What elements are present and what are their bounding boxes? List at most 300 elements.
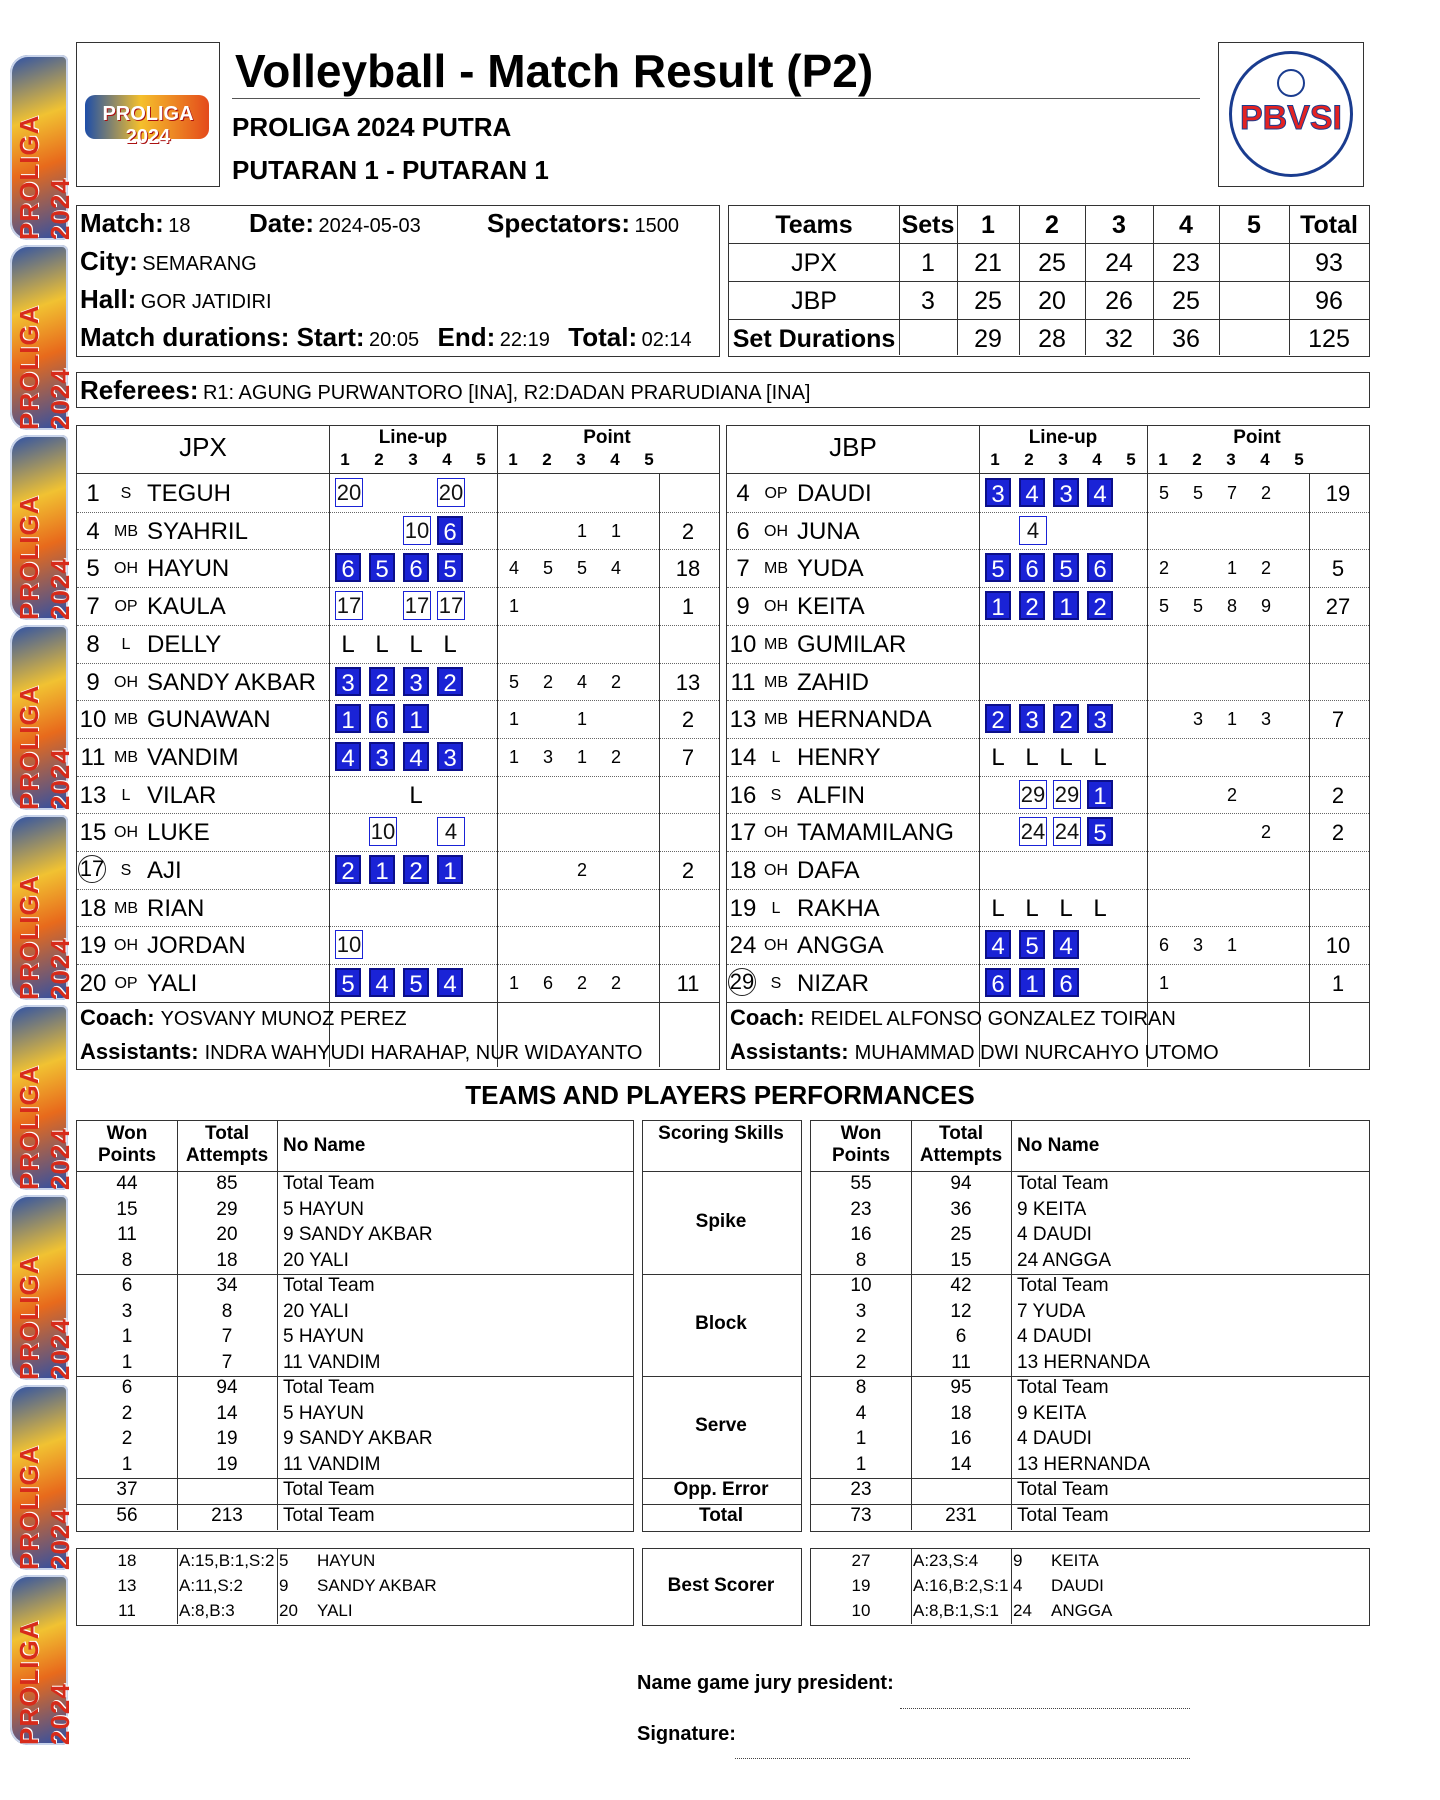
lineup-substitute: 17 — [336, 593, 362, 619]
total-label: Total: — [568, 322, 638, 352]
score-header: 5 — [1247, 211, 1261, 239]
row-divider — [727, 926, 1369, 927]
score-cell: 24 — [1105, 249, 1133, 277]
player-number: 9 — [86, 668, 100, 696]
lineup-libero: L — [991, 743, 1005, 771]
score-row-divider — [729, 319, 1369, 320]
player-position: MB — [114, 711, 138, 729]
player-or-team: Total Team — [283, 1377, 375, 1398]
row-divider — [727, 625, 1369, 626]
row-divider — [727, 851, 1369, 852]
no-name-header: No Name — [1017, 1135, 1100, 1156]
player-number: 11 — [80, 743, 106, 771]
perf-left-table — [76, 1120, 634, 1532]
best-breakdown: A:8,B:3 — [179, 1601, 235, 1620]
point-set-number: 2 — [542, 450, 552, 469]
player-name: SYAHRIL — [147, 517, 248, 545]
col-divider — [1147, 426, 1148, 1067]
assistants-row — [730, 1039, 1219, 1065]
player-number: 4 — [736, 480, 750, 507]
coach-name: YOSVANY MUNOZ PEREZ — [160, 1007, 407, 1030]
score-cell: 25 — [1038, 249, 1066, 277]
point-set-number: 1 — [1158, 450, 1168, 469]
won-points: 2 — [121, 1402, 133, 1424]
pbvsi-logo-text: PBVSI — [1239, 99, 1343, 137]
proliga-watermark: PROLIGA 2024 — [10, 1005, 68, 1190]
set-points: 2 — [610, 973, 621, 994]
won-points: 2 — [855, 1326, 867, 1347]
lineup-starter: 2 — [369, 667, 395, 696]
player-or-team: 9 SANDY AKBAR — [283, 1428, 433, 1449]
player-total-points: 1 — [681, 594, 695, 620]
player-number: 20 — [79, 970, 107, 998]
player-or-team: 5 HAYUN — [283, 1198, 364, 1220]
point-header: Point — [583, 427, 631, 448]
referees-label: Referees: — [80, 375, 199, 405]
lineup-substitute: 24 — [1054, 819, 1080, 845]
set-points: 3 — [1192, 935, 1203, 956]
point-set-number: 3 — [576, 450, 586, 469]
set-points: 5 — [508, 671, 519, 692]
total-attempts: 14 — [216, 1402, 238, 1424]
lineup-starter: 2 — [437, 667, 463, 696]
total-attempts-header: Total Attempts — [185, 1123, 269, 1166]
lineup-substitute: 29 — [1054, 781, 1080, 807]
player-total-points: 2 — [681, 707, 695, 733]
match-date: 2024-05-03 — [318, 215, 421, 237]
group-divider — [643, 1274, 801, 1275]
set-points: 5 — [576, 558, 587, 579]
player-name: RAKHA — [797, 894, 880, 922]
won-points: 3 — [121, 1300, 133, 1322]
col-divider — [177, 1549, 178, 1624]
player-or-team: Total Team — [283, 1173, 375, 1194]
player-name: RIAN — [147, 894, 205, 922]
score-header: Teams — [775, 211, 853, 239]
score-cell: 1 — [921, 249, 935, 277]
point-set-number: 4 — [1260, 450, 1270, 469]
row-divider — [77, 738, 719, 739]
player-name: YUDA — [797, 555, 864, 583]
row-divider — [727, 549, 1369, 550]
player-position: S — [120, 862, 132, 879]
won-points: 1 — [855, 1453, 867, 1475]
row-divider — [727, 587, 1369, 588]
total-attempts: 14 — [950, 1453, 972, 1475]
lineup-substitute: 10 — [336, 932, 362, 958]
won-points: 2 — [855, 1351, 867, 1373]
col-divider — [1011, 1121, 1012, 1530]
player-name: DAUDI — [797, 480, 872, 507]
total-attempts: 7 — [221, 1326, 233, 1347]
lineup-starter: 4 — [1053, 930, 1079, 959]
total-duration: 02:14 — [641, 329, 692, 351]
lineup-set-number: 3 — [1058, 450, 1068, 469]
lineup-substitute: 17 — [404, 593, 430, 619]
total-attempts: 231 — [945, 1504, 977, 1526]
score-cell: 125 — [1308, 325, 1350, 353]
score-header: 2 — [1045, 211, 1059, 239]
player-position: L — [771, 748, 781, 766]
jury-president-label: Name game jury president: — [637, 1672, 894, 1694]
player-name: LUKE — [147, 819, 210, 847]
scoring-skills-header: Scoring Skills — [658, 1123, 784, 1144]
score-header: 3 — [1112, 211, 1126, 239]
total-attempts: 18 — [216, 1249, 238, 1271]
score-table — [728, 205, 1370, 357]
total-attempts: 94 — [950, 1173, 972, 1194]
player-position: OP — [764, 485, 788, 502]
coach-divider — [727, 1002, 1369, 1003]
start-time: 20:05 — [369, 329, 420, 351]
won-points: 55 — [850, 1173, 872, 1194]
lineup-libero: L — [409, 630, 423, 658]
score-cell: Set Durations — [732, 325, 896, 353]
set-points: 1 — [508, 973, 519, 994]
player-number: 1 — [86, 480, 100, 507]
score-header: 4 — [1179, 211, 1193, 239]
lineup-libero: L — [1025, 894, 1039, 922]
lineup-libero: L — [1059, 894, 1073, 922]
referees-bar — [76, 372, 1370, 408]
best-breakdown: A:23,S:4 — [913, 1551, 979, 1570]
set-points: 1 — [508, 709, 519, 730]
total-attempts: 8 — [221, 1300, 233, 1322]
best-points: 27 — [851, 1551, 871, 1570]
row-divider — [727, 776, 1369, 777]
row-divider — [77, 851, 719, 852]
won-points: 16 — [850, 1224, 872, 1245]
coach-label: Coach: — [730, 1004, 805, 1030]
set-points: 4 — [508, 558, 519, 579]
header-divider — [643, 1171, 801, 1172]
assistants-names: INDRA WAHYUDI HARAHAP, NUR WIDAYANTO — [204, 1041, 643, 1064]
player-number: 11 — [730, 668, 756, 696]
set-points: 7 — [1226, 483, 1237, 503]
set-points: 2 — [1226, 784, 1237, 805]
row-divider — [77, 889, 719, 890]
col-divider — [1309, 474, 1310, 1067]
player-total-points: 1 — [1331, 971, 1345, 997]
total-points: 56 — [116, 1504, 138, 1526]
city-value: SEMARANG — [142, 253, 257, 275]
player-total-points: 2 — [1331, 820, 1345, 846]
set-points: 3 — [1192, 709, 1203, 730]
score-cell: 20 — [1038, 287, 1066, 315]
player-position: OH — [764, 598, 788, 616]
lineup-substitute: 29 — [1020, 781, 1046, 807]
proliga-watermark: PROLIGA 2024 — [10, 815, 68, 1000]
total-attempts: 18 — [950, 1402, 972, 1424]
captain-number: 17 — [79, 856, 105, 881]
best-number: 20 — [279, 1601, 298, 1620]
perf-right-table — [810, 1120, 1370, 1532]
opp-error-team: Total Team — [1017, 1479, 1109, 1500]
player-position: MB — [764, 560, 788, 578]
row-divider — [727, 738, 1369, 739]
pbvsi-logo — [1218, 42, 1364, 187]
team-a-lineup — [76, 425, 720, 1070]
lineup-substitute: 4 — [437, 817, 465, 846]
set-points: 4 — [610, 558, 621, 579]
lineup-starter: 3 — [335, 667, 361, 696]
header-divider — [811, 1171, 1369, 1172]
total-attempts: 11 — [951, 1351, 971, 1373]
lineup-starter: 5 — [369, 553, 395, 582]
player-number: 13 — [729, 706, 757, 734]
lineup-set-number: 5 — [476, 450, 486, 469]
best-name: YALI — [317, 1601, 353, 1620]
point-header: Point — [1233, 427, 1281, 448]
round-name: PUTARAN 1 - PUTARAN 1 — [232, 155, 549, 185]
score-cell: 23 — [1172, 249, 1200, 277]
player-total-points: 2 — [681, 518, 695, 544]
won-points: 6 — [121, 1377, 133, 1398]
player-total-points: 11 — [676, 971, 700, 997]
set-points: 8 — [1226, 596, 1237, 617]
player-name: HERNANDA — [797, 706, 932, 734]
player-number: 14 — [729, 743, 757, 771]
row-divider — [727, 889, 1369, 890]
total-attempts: 25 — [950, 1224, 972, 1245]
won-points: 8 — [855, 1249, 867, 1271]
best-scorer-left — [76, 1548, 634, 1626]
player-position: OH — [114, 673, 138, 691]
player-or-team: 11 VANDIM — [283, 1351, 381, 1373]
row-divider — [77, 700, 719, 701]
lineup-set-number: 3 — [408, 450, 418, 469]
row-divider — [77, 587, 719, 588]
coach-row — [80, 1005, 407, 1031]
score-header: Total — [1300, 211, 1358, 239]
player-total-points: 18 — [675, 556, 701, 582]
player-name: TAMAMILANG — [797, 819, 954, 847]
col-divider — [979, 426, 980, 1067]
player-name: KEITA — [797, 593, 865, 621]
player-position: OH — [114, 937, 138, 955]
coach-row — [730, 1005, 1176, 1031]
player-position: S — [770, 975, 782, 993]
proliga-watermark: PROLIGA 2024 — [10, 1575, 68, 1745]
player-position: S — [770, 786, 782, 804]
lineup-starter: 1 — [437, 855, 463, 884]
player-name: VANDIM — [147, 743, 239, 771]
won-points: 23 — [850, 1198, 872, 1220]
player-or-team: 5 HAYUN — [283, 1402, 364, 1424]
lineup-starter: 4 — [1087, 478, 1113, 507]
col-divider — [659, 474, 660, 1067]
spectators-count: 1500 — [634, 215, 679, 237]
lineup-starter: 6 — [335, 553, 361, 582]
referees-value: R1: AGUNG PURWANTORO [INA], R2:DADAN PRARUDIANA [INA] — [202, 382, 811, 404]
lineup-starter: 3 — [403, 667, 429, 696]
set-points: 5 — [1192, 483, 1203, 503]
set-points: 2 — [1260, 822, 1271, 843]
lineup-starter: 1 — [403, 704, 429, 733]
won-points: 10 — [850, 1275, 872, 1296]
player-number: 8 — [86, 630, 100, 658]
player-position: L — [121, 635, 131, 653]
player-position: OH — [114, 560, 138, 578]
match-number: 18 — [168, 215, 191, 237]
score-cell: 93 — [1315, 249, 1343, 277]
total-attempts: 94 — [216, 1377, 238, 1398]
won-points: 1 — [121, 1351, 133, 1373]
coach-label: Coach: — [80, 1004, 155, 1030]
jury-line — [900, 1708, 1190, 1709]
set-points: 6 — [1158, 935, 1169, 956]
lineup-set-number: 4 — [1092, 450, 1102, 469]
total-attempts: 20 — [216, 1224, 238, 1245]
set-points: 2 — [610, 671, 621, 692]
score-row-divider — [729, 281, 1369, 282]
opp-error-points: 23 — [850, 1479, 872, 1500]
player-or-team: 20 YALI — [283, 1300, 349, 1322]
set-points: 1 — [1226, 935, 1237, 956]
player-name: HENRY — [797, 743, 881, 771]
total-team: Total Team — [1017, 1504, 1109, 1526]
set-points: 2 — [576, 973, 587, 994]
proliga-watermark: PROLIGA 2024 — [10, 625, 68, 810]
won-points: 3 — [855, 1300, 867, 1322]
player-name: TEGUH — [147, 480, 231, 507]
lineup-starter: 4 — [335, 742, 361, 771]
score-cell: JPX — [791, 249, 837, 277]
row-divider — [77, 776, 719, 777]
player-number: 19 — [79, 932, 107, 960]
player-or-team: 11 VANDIM — [283, 1453, 381, 1475]
lineup-starter: 3 — [985, 478, 1011, 507]
best-scorer-label-box — [642, 1548, 802, 1626]
best-breakdown: A:15,B:1,S:2 — [179, 1551, 275, 1570]
player-number: 16 — [729, 781, 757, 809]
point-set-number: 5 — [644, 450, 654, 469]
col-divider — [911, 1549, 912, 1624]
total-attempts: 42 — [950, 1275, 972, 1296]
score-header: 1 — [981, 211, 995, 239]
best-number: 4 — [1013, 1576, 1023, 1595]
player-or-team: 4 DAUDI — [1017, 1428, 1092, 1449]
point-set-number: 2 — [1192, 450, 1202, 469]
opp-error-label: Opp. Error — [673, 1479, 769, 1500]
player-number: 7 — [86, 593, 100, 621]
set-points: 1 — [1158, 973, 1169, 994]
player-total-points: 7 — [681, 744, 695, 770]
player-total-points: 13 — [675, 669, 701, 695]
assistants-row — [80, 1039, 642, 1065]
lineup-starter: 3 — [1053, 478, 1079, 507]
player-position: OH — [764, 824, 788, 842]
row-divider — [77, 512, 719, 513]
player-position: S — [120, 485, 132, 502]
lineup-starter: 4 — [437, 968, 463, 997]
lineup-starter: 4 — [985, 930, 1011, 959]
proliga-watermark: PROLIGA 2024 — [10, 55, 68, 240]
player-name: DELLY — [147, 630, 222, 658]
player-number: 18 — [79, 894, 107, 922]
best-name: DAUDI — [1051, 1576, 1104, 1595]
lineup-starter: 5 — [437, 553, 463, 582]
best-breakdown: A:8,B:1,S:1 — [913, 1601, 999, 1620]
total-attempts: 19 — [216, 1428, 238, 1449]
proliga-watermark: PROLIGA 2024 — [10, 1195, 68, 1380]
coach-divider — [77, 1002, 719, 1003]
set-points: 1 — [1226, 709, 1237, 730]
assistants-names: MUHAMMAD DWI NURCAHYO UTOMO — [854, 1041, 1219, 1064]
player-name: ZAHID — [797, 668, 869, 696]
player-number: 7 — [736, 555, 750, 583]
row-divider — [77, 625, 719, 626]
best-name: KEITA — [1051, 1551, 1099, 1570]
lineup-header: Line-up — [1028, 427, 1098, 448]
header-divider — [727, 473, 1369, 474]
score-cell: 28 — [1038, 325, 1066, 353]
lineup-starter: 1 — [369, 855, 395, 884]
set-points: 2 — [1260, 483, 1271, 503]
lineup-libero: L — [991, 894, 1005, 922]
total-attempts: 7 — [221, 1351, 233, 1373]
player-number: 6 — [736, 517, 750, 545]
lineup-substitute: 10 — [404, 517, 430, 543]
lineup-starter: 2 — [1087, 591, 1113, 620]
col-divider — [277, 1121, 278, 1530]
set-points: 2 — [1158, 558, 1169, 579]
lineup-starter: 1 — [335, 704, 361, 733]
proliga-watermark: PROLIGA 2024 — [10, 1385, 68, 1570]
score-cell: 36 — [1172, 325, 1200, 353]
player-total-points: 27 — [1325, 594, 1351, 620]
total-points: 73 — [850, 1504, 872, 1526]
player-name: DAFA — [797, 857, 860, 884]
col-divider — [497, 426, 498, 1067]
lineup-starter: 2 — [1019, 591, 1045, 620]
row-divider — [77, 926, 719, 927]
best-number: 9 — [279, 1576, 289, 1595]
durations-label: Match durations: Start: — [80, 322, 365, 352]
row-divider — [727, 700, 1369, 701]
lineup-starter: 4 — [1019, 478, 1045, 507]
lineup-libero: L — [1025, 743, 1039, 771]
player-or-team: Total Team — [283, 1275, 375, 1296]
opp-error-team: Total Team — [283, 1479, 375, 1500]
coach-name: REIDEL ALFONSO GONZALEZ TOIRAN — [810, 1007, 1176, 1030]
lineup-starter: 4 — [369, 968, 395, 997]
point-set-number: 4 — [610, 450, 620, 469]
player-name: AJI — [147, 857, 182, 884]
player-position: MB — [114, 748, 138, 766]
score-header: Sets — [901, 211, 955, 239]
total-attempts: 29 — [216, 1198, 238, 1220]
lineup-starter: 1 — [1019, 968, 1045, 997]
score-cell: 26 — [1105, 287, 1133, 315]
performances-title: TEAMS AND PLAYERS PERFORMANCES — [465, 1080, 975, 1110]
player-position: OH — [764, 522, 788, 540]
total-attempts: 213 — [211, 1504, 243, 1526]
won-points: 15 — [116, 1198, 138, 1220]
skill-name: Serve — [695, 1415, 747, 1436]
team-name: JBP — [829, 432, 877, 462]
row-divider — [77, 549, 719, 550]
header-divider — [77, 1171, 633, 1172]
set-points: 5 — [542, 558, 553, 579]
team-name: JPX — [179, 432, 227, 462]
total-team: Total Team — [283, 1504, 375, 1526]
best-scorer-right — [810, 1548, 1370, 1626]
total-attempts: 95 — [950, 1377, 972, 1398]
row-divider — [77, 813, 719, 814]
player-position: MB — [764, 711, 788, 729]
player-number: 19 — [729, 894, 757, 922]
